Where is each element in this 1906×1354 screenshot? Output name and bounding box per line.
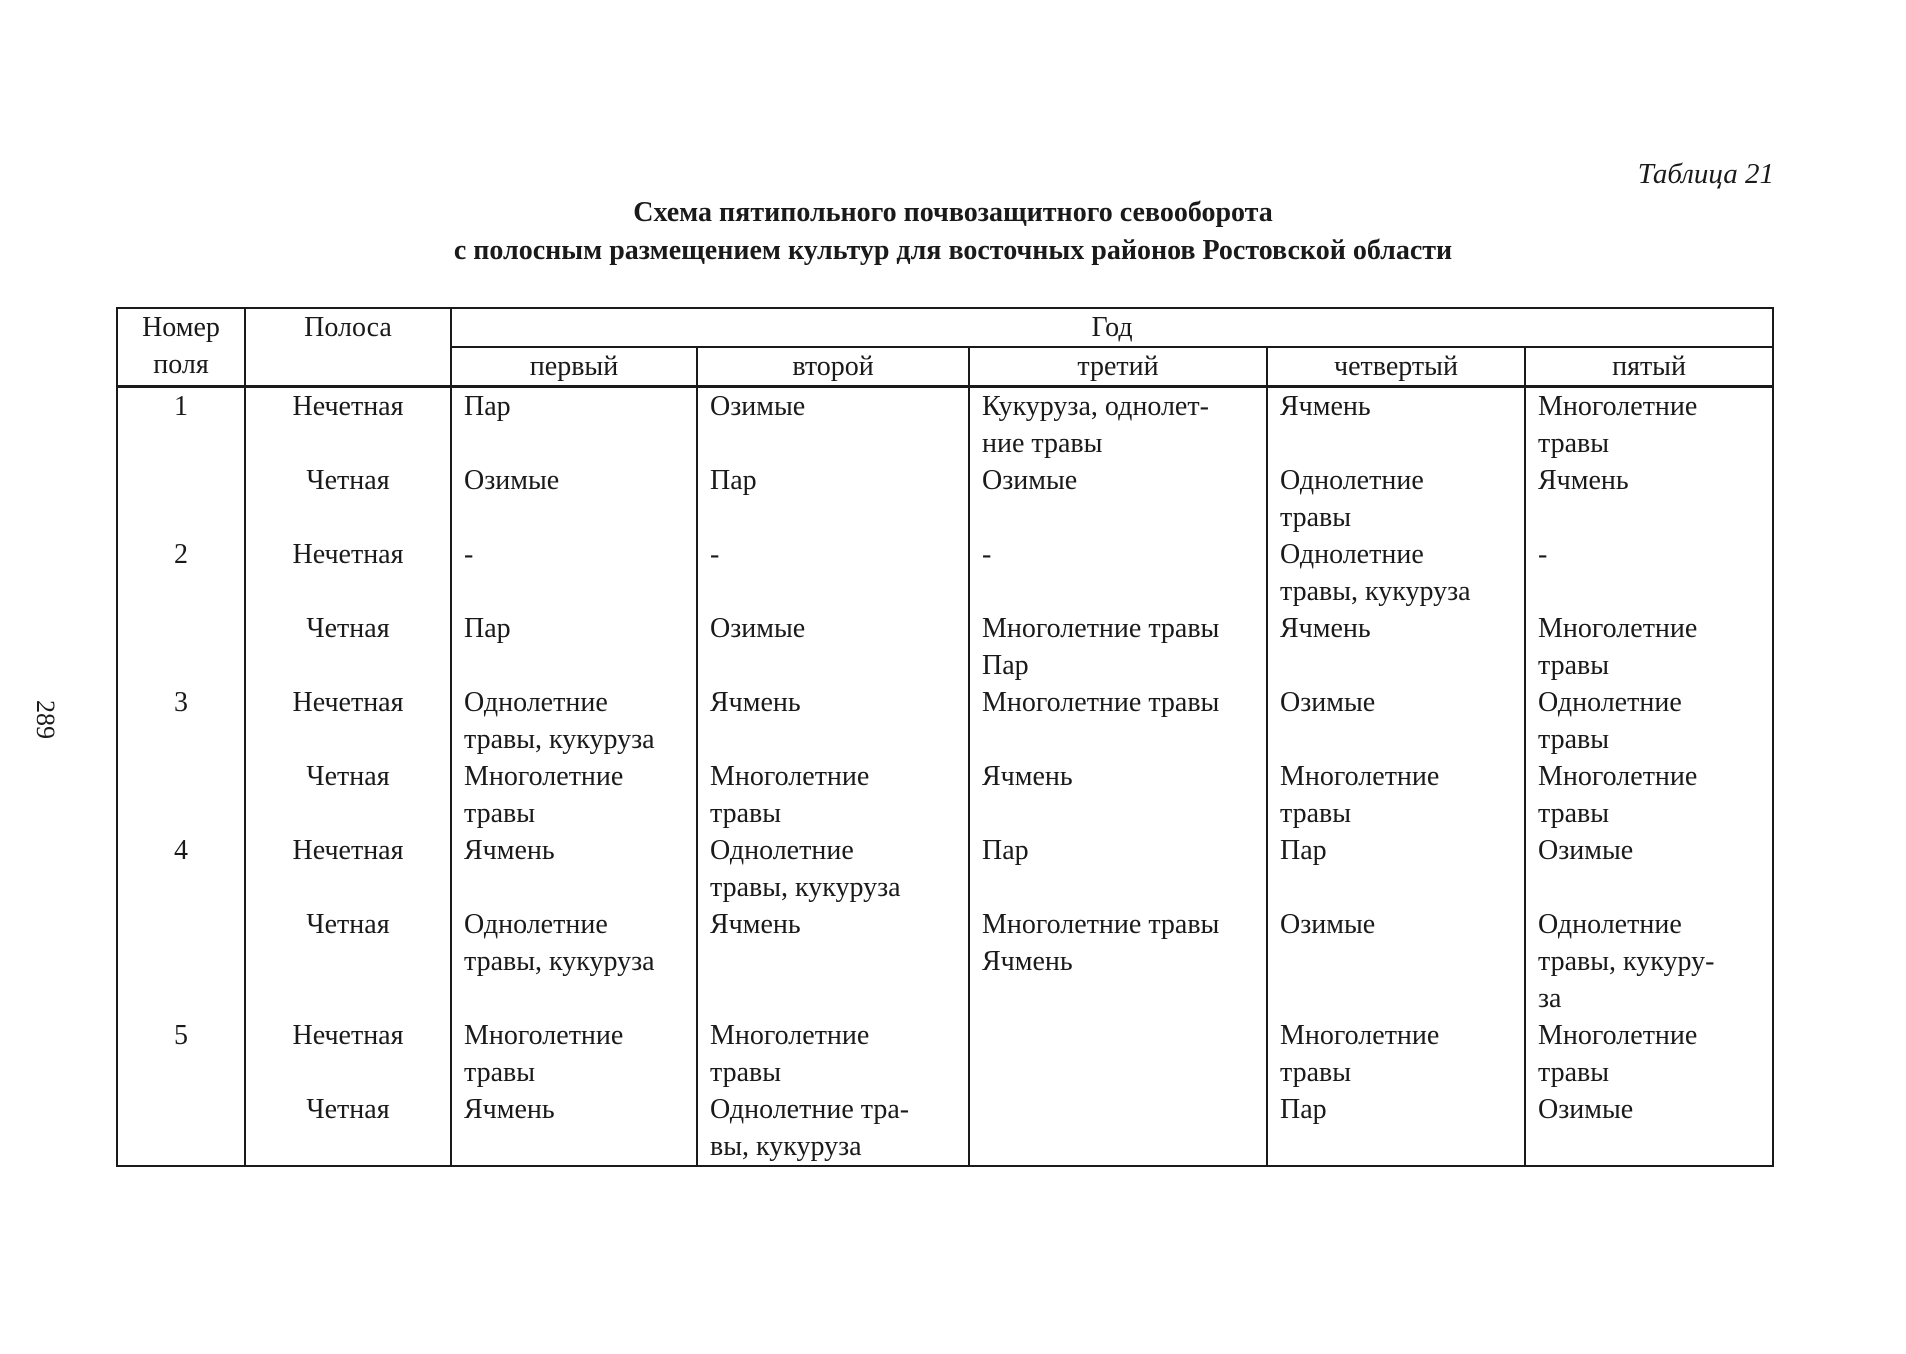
crop-year-5: Многолетние травы: [1525, 1017, 1773, 1091]
crop-year-4: Ячмень: [1267, 610, 1525, 684]
crop-year-4: Озимые: [1267, 906, 1525, 1017]
crop-year-2: Многолетние травы: [697, 758, 969, 832]
crop-year-1: Пар: [451, 610, 697, 684]
crop-year-3: Кукуруза, однолет- ние травы: [969, 387, 1267, 463]
field-number: [117, 1091, 245, 1166]
crop-year-4: Однолетние травы, кукуруза: [1267, 536, 1525, 610]
table-row: [117, 610, 1773, 684]
title-line-2: с полосным размещением культур для восточных районов Ростовской области: [453, 235, 1453, 266]
crop-year-1: Пар: [451, 387, 697, 463]
crop-year-5: Однолетние травы: [1525, 684, 1773, 758]
crop-year-2: Пар: [697, 462, 969, 536]
table-row: [117, 906, 1773, 1017]
crop-year-3: [969, 1091, 1267, 1166]
field-number: [117, 462, 245, 536]
stripe-type: Четная: [245, 906, 451, 1017]
crop-year-2: Ячмень: [697, 684, 969, 758]
crop-year-4: Озимые: [1267, 684, 1525, 758]
field-number: 2: [117, 536, 245, 610]
page-number: 289: [31, 700, 60, 739]
stripe-type: Четная: [245, 462, 451, 536]
crop-rotation-table: [116, 307, 1774, 1167]
table-row: [117, 832, 1773, 906]
crop-year-4: Пар: [1267, 1091, 1525, 1166]
crop-year-1: -: [451, 536, 697, 610]
crop-year-5: Озимые: [1525, 832, 1773, 906]
header-field-number: Номер поля: [117, 308, 245, 387]
crop-year-3: -: [969, 536, 1267, 610]
crop-year-3: Пар: [969, 832, 1267, 906]
field-number: [117, 906, 245, 1017]
header-year-1: первый: [451, 347, 697, 387]
crop-year-4: Пар: [1267, 832, 1525, 906]
header-year: Год: [451, 308, 1773, 347]
table-row: [117, 462, 1773, 536]
crop-year-3: Многолетние травы Ячмень: [969, 906, 1267, 1017]
crop-year-1: Многолетние травы: [451, 1017, 697, 1091]
table-row: [117, 1091, 1773, 1166]
crop-year-3: Многолетние травы: [969, 684, 1267, 758]
crop-year-2: Озимые: [697, 610, 969, 684]
field-number: 3: [117, 684, 245, 758]
crop-year-4: Многолетние травы: [1267, 758, 1525, 832]
crop-year-2: -: [697, 536, 969, 610]
field-number: 1: [117, 387, 245, 463]
crop-year-5: Ячмень: [1525, 462, 1773, 536]
header-year-2: второй: [697, 347, 969, 387]
table-label: Таблица 21: [1637, 158, 1774, 190]
crop-year-4: Однолетние травы: [1267, 462, 1525, 536]
crop-year-4: Ячмень: [1267, 387, 1525, 463]
header-stripe: Полоса: [245, 308, 451, 387]
header-year-4: четвертый: [1267, 347, 1525, 387]
crop-year-1: Однолетние травы, кукуруза: [451, 684, 697, 758]
table-row: [117, 1017, 1773, 1091]
crop-year-5: -: [1525, 536, 1773, 610]
field-number: [117, 610, 245, 684]
crop-year-3: Многолетние травы Пар: [969, 610, 1267, 684]
table-row: [117, 536, 1773, 610]
crop-year-5: Многолетние травы: [1525, 610, 1773, 684]
stripe-type: Четная: [245, 758, 451, 832]
crop-year-3: [969, 1017, 1267, 1091]
crop-year-5: Однолетние травы, кукуру- за: [1525, 906, 1773, 1017]
crop-year-5: Озимые: [1525, 1091, 1773, 1166]
field-number: 5: [117, 1017, 245, 1091]
field-number: 4: [117, 832, 245, 906]
crop-year-1: Ячмень: [451, 832, 697, 906]
stripe-type: Нечетная: [245, 832, 451, 906]
field-number: [117, 758, 245, 832]
header-year-5: пятый: [1525, 347, 1773, 387]
table-title: [0, 194, 1906, 270]
table-row: [117, 758, 1773, 832]
table-row: [117, 684, 1773, 758]
crop-year-1: Однолетние травы, кукуруза: [451, 906, 697, 1017]
stripe-type: Нечетная: [245, 387, 451, 463]
crop-year-2: Однолетние травы, кукуруза: [697, 832, 969, 906]
crop-year-2: Многолетние травы: [697, 1017, 969, 1091]
crop-year-4: Многолетние травы: [1267, 1017, 1525, 1091]
crop-year-5: Многолетние травы: [1525, 387, 1773, 463]
title-line-1: Схема пятипольного почвозащитного севооборота: [633, 197, 1273, 228]
table-row: [117, 387, 1773, 463]
crop-year-5: Многолетние травы: [1525, 758, 1773, 832]
stripe-type: Четная: [245, 610, 451, 684]
crop-year-3: Ячмень: [969, 758, 1267, 832]
crop-year-1: Многолетние травы: [451, 758, 697, 832]
header-year-3: третий: [969, 347, 1267, 387]
crop-year-2: Однолетние тра- вы, кукуруза: [697, 1091, 969, 1166]
stripe-type: Нечетная: [245, 1017, 451, 1091]
crop-year-1: Ячмень: [451, 1091, 697, 1166]
crop-year-2: Озимые: [697, 387, 969, 463]
crop-year-2: Ячмень: [697, 906, 969, 1017]
crop-year-1: Озимые: [451, 462, 697, 536]
stripe-type: Четная: [245, 1091, 451, 1166]
stripe-type: Нечетная: [245, 536, 451, 610]
stripe-type: Нечетная: [245, 684, 451, 758]
crop-year-3: Озимые: [969, 462, 1267, 536]
